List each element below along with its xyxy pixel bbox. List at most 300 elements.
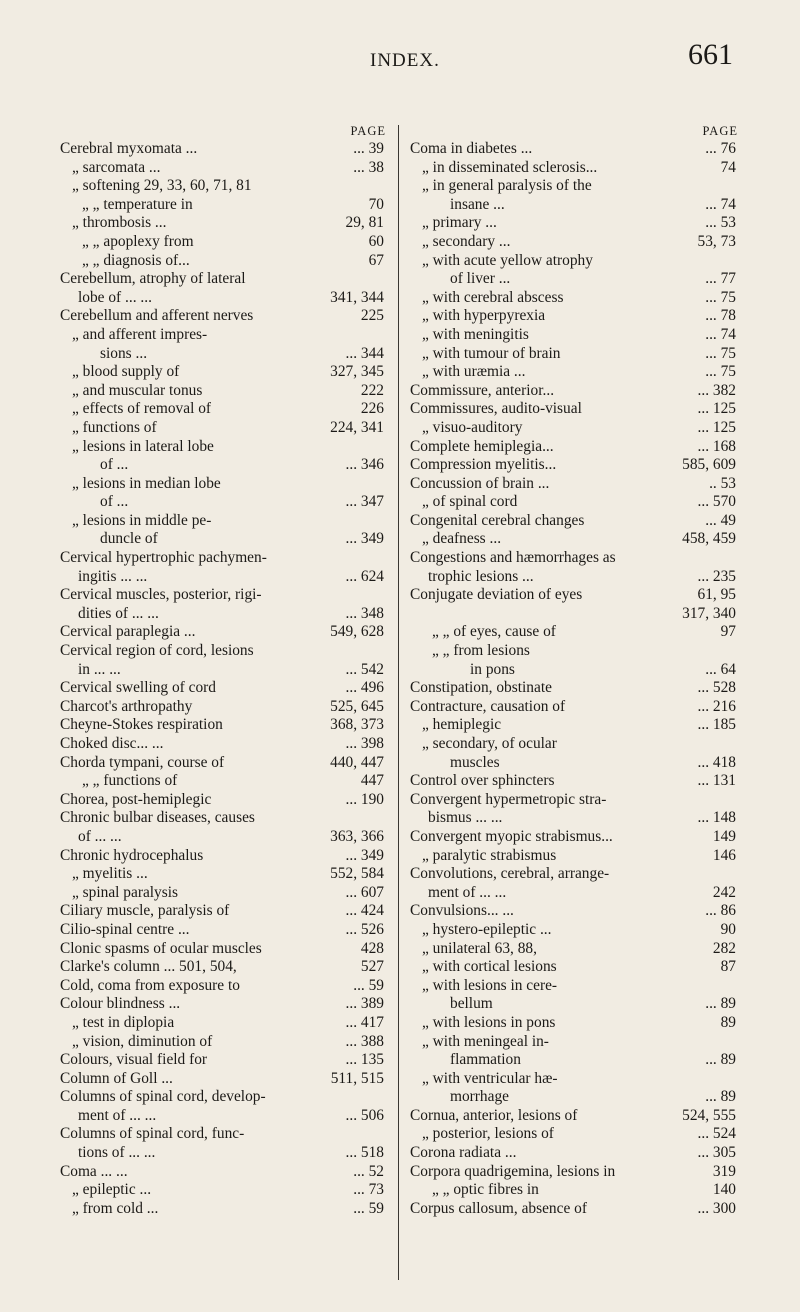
entry-pages: ... 86 xyxy=(705,902,736,920)
index-entry xyxy=(410,623,740,642)
entry-pages: 368, 373 xyxy=(330,716,384,734)
entry-text: in pons xyxy=(470,660,515,678)
entry-pages: 222 xyxy=(360,381,384,399)
entry-text: Cervical paraplegia ... xyxy=(60,623,196,641)
index-entry xyxy=(410,233,740,252)
entry-text: Cerebral myxomata ... xyxy=(60,140,198,157)
entry-text: „ with uræmia ... xyxy=(422,363,526,381)
index-entry xyxy=(410,400,740,419)
index-entry xyxy=(60,1033,388,1052)
entry-text: Congenital cerebral changes xyxy=(410,511,585,529)
index-entry xyxy=(60,270,388,289)
index-entry xyxy=(60,716,388,735)
entry-text: in ... ... xyxy=(78,660,121,678)
entry-pages: 146 xyxy=(712,846,736,864)
entry-pages: ... 59 xyxy=(353,1199,384,1217)
index-entry xyxy=(60,419,388,438)
entry-text: „ functions of xyxy=(72,418,157,436)
entry-text: Constipation, obstinate xyxy=(410,679,552,697)
index-entry xyxy=(410,307,740,326)
index-entry xyxy=(60,140,388,159)
entry-pages: 527 xyxy=(360,958,384,976)
index-entry xyxy=(410,196,740,215)
entry-text: Cervical muscles, posterior, rigi- xyxy=(60,586,262,604)
entry-text: „ secondary, of ocular xyxy=(422,735,557,752)
entry-text: „ from cold ... xyxy=(72,1199,159,1217)
entry-pages: ... 344 xyxy=(345,344,384,362)
index-entry xyxy=(60,1070,388,1089)
entry-pages: 447 xyxy=(360,772,384,790)
index-entry xyxy=(60,605,388,624)
index-entry xyxy=(60,456,388,475)
entry-pages: 29, 81 xyxy=(345,214,384,232)
entry-text: „ test in diplopia xyxy=(72,1013,175,1031)
entry-text: flammation xyxy=(450,1051,521,1069)
page-number: 661 xyxy=(688,38,733,71)
entry-text: „ „ of eyes, cause of xyxy=(432,623,556,641)
entry-pages: ... 89 xyxy=(705,1088,736,1106)
index-entry xyxy=(60,735,388,754)
entry-pages: 242 xyxy=(712,883,736,901)
entry-pages: 60 xyxy=(368,232,384,250)
entry-text: „ spinal paralysis xyxy=(72,883,178,901)
entry-pages: 226 xyxy=(360,400,384,418)
entry-text: duncle of xyxy=(100,530,158,548)
index-entry xyxy=(410,177,740,196)
entry-text: lobe of ... ... xyxy=(78,288,152,306)
entry-text: „ „ temperature in xyxy=(82,195,193,213)
entry-text: Compression myelitis... xyxy=(410,456,557,474)
entry-pages: ... 424 xyxy=(345,902,384,920)
index-entry xyxy=(410,1014,740,1033)
index-entry xyxy=(60,345,388,364)
entry-pages: ... 417 xyxy=(345,1013,384,1031)
entry-text: „ lesions in middle pe- xyxy=(72,511,212,529)
index-entry xyxy=(410,419,740,438)
entry-pages: 341, 344 xyxy=(330,288,384,306)
entry-text: „ with cortical lesions xyxy=(422,958,557,976)
entry-text: „ blood supply of xyxy=(72,363,180,381)
index-entry xyxy=(410,847,740,866)
running-title: INDEX. xyxy=(370,50,440,71)
entry-text: Cold, coma from exposure to xyxy=(60,976,240,994)
entry-pages: ... 75 xyxy=(705,363,736,381)
index-entry xyxy=(60,809,388,828)
entry-pages: ... 607 xyxy=(345,883,384,901)
index-entry xyxy=(410,661,740,680)
entry-pages: 363, 366 xyxy=(330,827,384,845)
entry-pages: ... 185 xyxy=(697,716,736,734)
entry-text: „ unilateral 63, 88, xyxy=(422,939,537,957)
entry-pages: ... 75 xyxy=(705,288,736,306)
entry-text: Colour blindness ... xyxy=(60,995,181,1013)
index-entry xyxy=(60,363,388,382)
entry-pages: ... 74 xyxy=(705,325,736,343)
entry-text: Ciliary muscle, paralysis of xyxy=(60,902,230,920)
entry-text: Convergent hypermetropic stra- xyxy=(410,790,607,808)
entry-pages: 319 xyxy=(712,1162,736,1180)
entry-pages: 90 xyxy=(720,920,736,938)
entry-pages: ... 526 xyxy=(345,920,384,938)
entry-pages: ... 349 xyxy=(345,530,384,548)
entry-text: „ „ functions of xyxy=(82,772,178,790)
entry-pages: 70 xyxy=(368,195,384,213)
index-entry xyxy=(410,475,740,494)
entry-text: „ epileptic ... xyxy=(72,1181,152,1199)
entry-text: „ „ optic fibres in xyxy=(432,1181,539,1199)
index-entry xyxy=(410,865,740,884)
entry-text: „ posterior, lesions of xyxy=(422,1125,554,1143)
entry-text: Corona radiata ... xyxy=(410,1144,517,1162)
entry-pages: 458, 459 xyxy=(682,530,736,548)
entry-text: Corpus callosum, absence of xyxy=(410,1199,587,1217)
index-entry xyxy=(60,568,388,587)
entry-pages: 140 xyxy=(712,1181,736,1199)
entry-pages: ... 346 xyxy=(345,456,384,474)
entry-pages: ... 148 xyxy=(697,809,736,827)
index-entry xyxy=(60,549,388,568)
entry-pages: ... 135 xyxy=(345,1051,384,1069)
index-entry xyxy=(410,1163,740,1182)
index-entry xyxy=(410,698,740,717)
entry-pages: ... 168 xyxy=(697,437,736,455)
index-entry xyxy=(60,1107,388,1126)
entry-text: Complete hemiplegia... xyxy=(410,437,554,455)
entry-pages: ... 348 xyxy=(345,604,384,622)
entry-pages: 524, 555 xyxy=(682,1106,736,1124)
index-entry xyxy=(60,214,388,233)
index-entry xyxy=(410,1070,740,1089)
entry-text: „ with tumour of brain xyxy=(422,344,561,362)
entry-text: Columns of spinal cord, func- xyxy=(60,1125,245,1143)
entry-text: Choked disc... ... xyxy=(60,735,164,752)
index-entry xyxy=(60,475,388,494)
index-entry xyxy=(60,1163,388,1182)
index-entry xyxy=(60,940,388,959)
entry-pages: 87 xyxy=(720,958,736,976)
entry-text: „ primary ... xyxy=(422,214,497,232)
entry-pages: ... 89 xyxy=(705,995,736,1013)
index-entry xyxy=(60,698,388,717)
index-entry xyxy=(410,884,740,903)
entry-text: „ with ventricular hæ- xyxy=(422,1069,558,1087)
entry-text: „ vision, diminution of xyxy=(72,1032,213,1050)
index-entry xyxy=(60,977,388,996)
entry-pages: ... 570 xyxy=(697,493,736,511)
entry-text: Cheyne-Stokes respiration xyxy=(60,716,223,734)
index-entry xyxy=(410,493,740,512)
entry-text: „ softening 29, 33, 60, 71, 81 xyxy=(72,177,252,195)
entry-pages: 225 xyxy=(360,307,384,325)
entry-pages: ... 125 xyxy=(697,418,736,436)
entry-text: Column of Goll ... xyxy=(60,1069,173,1087)
entry-text: „ with meningitis xyxy=(422,325,529,343)
entry-pages: ... 518 xyxy=(345,1144,384,1162)
entry-pages: ... 388 xyxy=(345,1032,384,1050)
entry-text: Commissure, anterior... xyxy=(410,381,555,399)
index-entry xyxy=(60,159,388,178)
entry-pages: ... 418 xyxy=(697,753,736,771)
entry-text: „ and afferent impres- xyxy=(72,325,208,343)
entry-text: „ with lesions in pons xyxy=(422,1013,556,1031)
index-entry xyxy=(410,568,740,587)
entry-pages: ... 38 xyxy=(353,158,384,176)
index-entry xyxy=(60,512,388,531)
entry-text: „ „ diagnosis of... xyxy=(82,251,190,269)
entry-pages: 585, 609 xyxy=(682,456,736,474)
index-entry xyxy=(410,1051,740,1070)
index-entry xyxy=(410,754,740,773)
entry-text: Commissures, audito-visual xyxy=(410,400,582,418)
index-entry xyxy=(60,661,388,680)
index-entry xyxy=(410,977,740,996)
entry-pages: ... 349 xyxy=(345,846,384,864)
entry-text: „ „ apoplexy from xyxy=(82,232,194,250)
index-entry xyxy=(60,1200,388,1219)
index-entry xyxy=(60,1088,388,1107)
entry-text: Contracture, causation of xyxy=(410,697,566,715)
entry-text: „ myelitis ... xyxy=(72,865,148,883)
entry-pages: ... 389 xyxy=(345,995,384,1013)
entry-text: „ thrombosis ... xyxy=(72,214,167,232)
entry-text: „ with hyperpyrexia xyxy=(422,307,546,325)
entry-pages: ... 75 xyxy=(705,344,736,362)
entry-text: of liver ... xyxy=(450,270,511,288)
entry-text: „ hystero-epileptic ... xyxy=(422,920,552,938)
index-entry xyxy=(410,958,740,977)
entry-pages: ... 300 xyxy=(697,1199,736,1217)
entry-text: ingitis ... ... xyxy=(78,567,148,585)
index-entry xyxy=(60,1051,388,1070)
entry-text: „ in general paralysis of the xyxy=(422,177,592,195)
index-entry xyxy=(60,530,388,549)
entry-text: Chronic hydrocephalus xyxy=(60,846,204,864)
entry-text: Columns of spinal cord, develop- xyxy=(60,1088,266,1106)
entry-text: muscles xyxy=(450,753,500,771)
entry-text: Conjugate deviation of eyes xyxy=(410,586,583,604)
entry-pages: 74 xyxy=(720,158,736,176)
entry-pages: ... 78 xyxy=(705,307,736,325)
entry-text: Colours, visual field for xyxy=(60,1051,208,1069)
entry-pages: 97 xyxy=(720,623,736,641)
index-entry xyxy=(60,921,388,940)
entry-pages: ... 398 xyxy=(345,735,384,752)
index-entry xyxy=(410,140,740,159)
index-entry xyxy=(410,1144,740,1163)
entry-pages: ... 190 xyxy=(345,790,384,808)
entry-pages: ... 59 xyxy=(353,976,384,994)
entry-text: Convergent myopic strabismus... xyxy=(410,827,613,845)
index-entry xyxy=(60,1014,388,1033)
entry-pages: ... 125 xyxy=(697,400,736,418)
index-entry xyxy=(410,214,740,233)
entry-text: Cervical region of cord, lesions xyxy=(60,642,254,660)
entry-text: ment of ... ... xyxy=(428,883,507,901)
page-column-label: PAGE xyxy=(350,124,386,138)
index-entry xyxy=(60,177,388,196)
entry-pages: ... 624 xyxy=(345,567,384,585)
index-entry xyxy=(410,995,740,1014)
index-entry xyxy=(60,326,388,345)
index-entry xyxy=(410,252,740,271)
entry-text: of ... ... xyxy=(78,827,122,845)
entry-pages: ... 506 xyxy=(345,1106,384,1124)
entry-pages: 282 xyxy=(712,939,736,957)
index-entry xyxy=(410,382,740,401)
index-entry xyxy=(60,642,388,661)
entry-text: Coma ... ... xyxy=(60,1162,128,1180)
index-entry xyxy=(410,530,740,549)
entry-pages: 549, 628 xyxy=(330,623,384,641)
entry-pages: 149 xyxy=(712,827,736,845)
entry-text: of ... xyxy=(100,493,129,511)
entry-pages: 525, 645 xyxy=(330,697,384,715)
index-entry xyxy=(410,772,740,791)
index-entry xyxy=(60,289,388,308)
index-entry xyxy=(60,772,388,791)
entry-text: „ with acute yellow atrophy xyxy=(422,251,593,269)
entry-pages: ... 305 xyxy=(697,1144,736,1162)
entry-pages: ... 76 xyxy=(705,140,736,157)
index-entry xyxy=(60,958,388,977)
entry-pages: ... 216 xyxy=(697,697,736,715)
entry-text: „ lesions in median lobe xyxy=(72,474,221,492)
entry-pages: ... 74 xyxy=(705,195,736,213)
index-entry xyxy=(410,1125,740,1144)
entry-pages: ... 528 xyxy=(697,679,736,697)
index-entry xyxy=(410,902,740,921)
index-entry xyxy=(410,345,740,364)
entry-text: „ secondary ... xyxy=(422,232,511,250)
entry-pages: ... 235 xyxy=(697,567,736,585)
index-entry xyxy=(60,233,388,252)
index-entry xyxy=(60,1125,388,1144)
index-entry xyxy=(60,995,388,1014)
entry-text: „ with cerebral abscess xyxy=(422,288,564,306)
index-entry xyxy=(410,289,740,308)
index-entry xyxy=(60,493,388,512)
entry-pages: ... 64 xyxy=(705,660,736,678)
entry-pages: ... 347 xyxy=(345,493,384,511)
entry-pages: ... 52 xyxy=(353,1162,384,1180)
index-entry xyxy=(410,828,740,847)
index-entry xyxy=(410,326,740,345)
index-entry xyxy=(410,1200,740,1219)
entry-text: Cerebellum, atrophy of lateral xyxy=(60,270,246,288)
entry-text: Cilio-spinal centre ... xyxy=(60,920,190,938)
entry-text: Congestions and hæmorrhages as xyxy=(410,549,616,567)
entry-pages: ... 382 xyxy=(697,381,736,399)
entry-text: tions of ... ... xyxy=(78,1144,156,1162)
entry-text: Chorea, post-hemiplegic xyxy=(60,790,212,808)
entry-pages: 61, 95 xyxy=(697,586,736,604)
entry-text: Coma in diabetes ... xyxy=(410,140,533,157)
index-column-right xyxy=(410,122,740,1218)
index-column-left xyxy=(60,122,388,1218)
entry-text: bismus ... ... xyxy=(428,809,503,827)
entry-pages: ... 131 xyxy=(697,772,736,790)
entry-text: „ and muscular tonus xyxy=(72,381,203,399)
index-entry xyxy=(60,623,388,642)
column-divider xyxy=(398,125,399,1280)
index-entry xyxy=(60,847,388,866)
index-entry xyxy=(60,1144,388,1163)
index-entry xyxy=(410,679,740,698)
index-entry xyxy=(410,921,740,940)
index-entry xyxy=(410,1033,740,1052)
entry-text: „ „ from lesions xyxy=(432,642,530,660)
entry-text: „ effects of removal of xyxy=(72,400,212,418)
entry-text: „ lesions in lateral lobe xyxy=(72,437,214,455)
entry-text: Clarke's column ... 501, 504, xyxy=(60,958,237,976)
entry-text: „ visuo-auditory xyxy=(422,418,523,436)
index-entry xyxy=(410,456,740,475)
entry-text: trophic lesions ... xyxy=(428,567,534,585)
index-entry xyxy=(410,1107,740,1126)
index-entry xyxy=(60,902,388,921)
entry-text: Cervical swelling of cord xyxy=(60,679,216,697)
entry-pages: 317, 340 xyxy=(682,604,736,622)
entry-text: Corpora quadrigemina, lesions in xyxy=(410,1162,616,1180)
entry-pages: ... 73 xyxy=(353,1181,384,1199)
page-column-label: PAGE xyxy=(702,124,738,138)
index-entry xyxy=(60,884,388,903)
index-entry xyxy=(410,363,740,382)
index-entry xyxy=(410,512,740,531)
index-entry xyxy=(410,716,740,735)
index-entry xyxy=(410,1181,740,1200)
entry-text: Concussion of brain ... xyxy=(410,474,550,492)
entry-pages: ... 39 xyxy=(353,140,384,157)
entry-text: Convolutions, cerebral, arrange- xyxy=(410,865,610,883)
index-entry xyxy=(60,679,388,698)
entry-pages: 552, 584 xyxy=(330,865,384,883)
index-entry xyxy=(410,791,740,810)
index-entry xyxy=(60,791,388,810)
entry-text: Control over sphincters xyxy=(410,772,555,790)
entry-text: „ of spinal cord xyxy=(422,493,518,511)
entry-pages: ... 49 xyxy=(705,511,736,529)
index-entry xyxy=(410,586,740,605)
index-entry xyxy=(60,828,388,847)
index-entry xyxy=(60,400,388,419)
entry-text: „ with meningeal in- xyxy=(422,1032,549,1050)
entry-text: „ paralytic strabismus xyxy=(422,846,557,864)
entry-text: Charcot's arthropathy xyxy=(60,697,193,715)
entry-text: of ... xyxy=(100,456,129,474)
index-entry xyxy=(410,642,740,661)
index-entry xyxy=(410,438,740,457)
entry-text: „ sarcomata ... xyxy=(72,158,161,176)
entry-pages: 89 xyxy=(720,1013,736,1031)
entry-text: morrhage xyxy=(450,1088,509,1106)
entry-pages: ... 542 xyxy=(345,660,384,678)
entry-text: Cornua, anterior, lesions of xyxy=(410,1106,578,1124)
index-entry xyxy=(410,735,740,754)
index-entry xyxy=(60,252,388,271)
entry-pages: 327, 345 xyxy=(330,363,384,381)
entry-pages: ... 89 xyxy=(705,1051,736,1069)
index-entry xyxy=(60,754,388,773)
index-entry xyxy=(60,307,388,326)
index-entry xyxy=(410,549,740,568)
entry-pages: 511, 515 xyxy=(330,1069,384,1087)
index-entry xyxy=(60,1181,388,1200)
entry-text: Chronic bulbar diseases, causes xyxy=(60,809,255,827)
entry-text: „ with lesions in cere- xyxy=(422,976,558,994)
entry-text: Convulsions... ... xyxy=(410,902,514,920)
index-entry xyxy=(410,605,740,624)
